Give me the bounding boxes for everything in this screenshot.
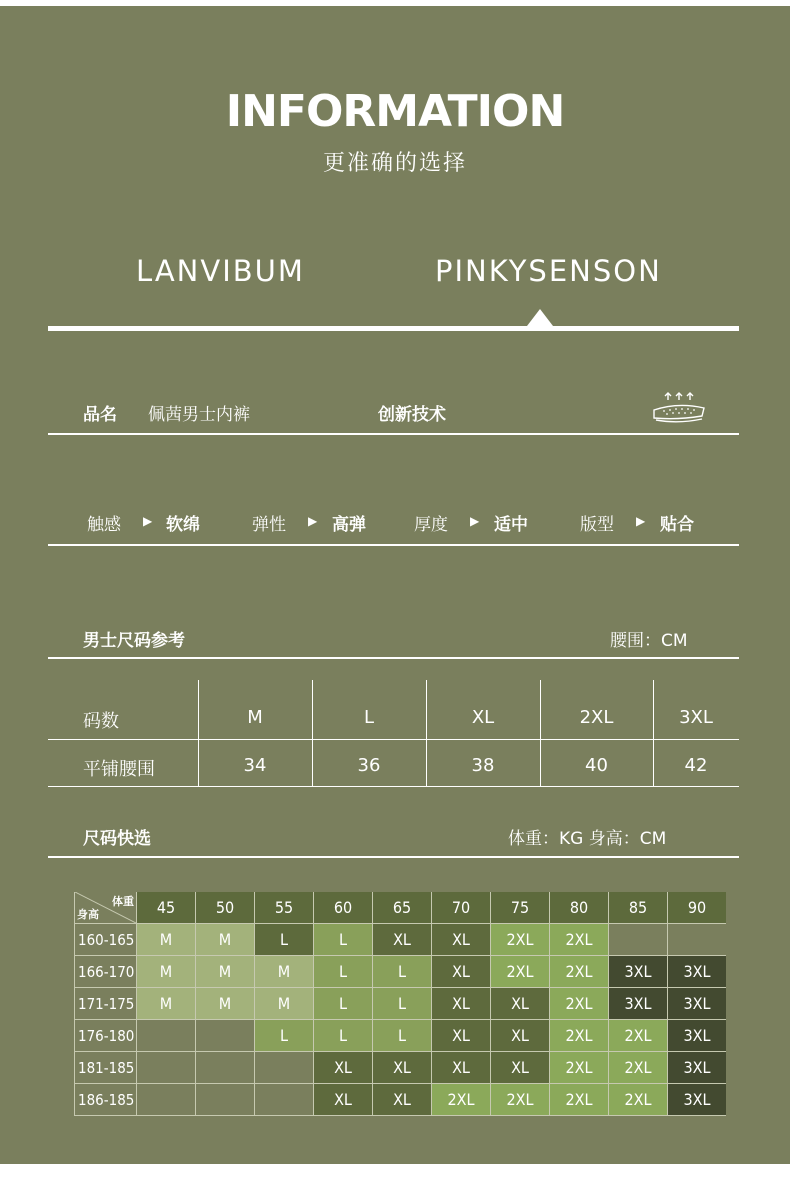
size-grid-cell: 3XL xyxy=(668,988,727,1020)
weight-header: 65 xyxy=(373,892,432,924)
height-label: 166-170 xyxy=(75,956,137,988)
table-row xyxy=(75,1020,727,1052)
size-grid-cell: M xyxy=(196,988,255,1020)
size-grid-cell xyxy=(137,1052,196,1084)
size-grid-cell: 3XL xyxy=(668,1052,727,1084)
height-label: 171-175 xyxy=(75,988,137,1020)
weight-header: 85 xyxy=(609,892,668,924)
size-ref-bottom-line xyxy=(48,786,739,787)
size-grid-cell: 2XL xyxy=(550,1052,609,1084)
weight-header: 50 xyxy=(196,892,255,924)
corner-weight-label: 体重 xyxy=(112,895,134,908)
size-grid-cell: L xyxy=(373,956,432,988)
size-grid-cell: XL xyxy=(314,1052,373,1084)
row-divider xyxy=(48,739,739,740)
size-grid-cell: M xyxy=(196,956,255,988)
height-label: 160-165 xyxy=(75,924,137,956)
size-grid-cell: M xyxy=(137,956,196,988)
size-grid-cell: 2XL xyxy=(550,988,609,1020)
size-grid-cell: L xyxy=(314,1020,373,1052)
size-grid-cell xyxy=(196,1020,255,1052)
size-cell: M xyxy=(247,707,263,728)
size-grid-cell xyxy=(137,1084,196,1116)
waist-cell: 40 xyxy=(585,755,608,776)
brand-lanvibum: LANVIBUM xyxy=(136,254,305,288)
size-grid-cell: M xyxy=(137,924,196,956)
table-row xyxy=(75,1084,727,1116)
size-cell: 2XL xyxy=(579,707,614,728)
size-grid-cell: M xyxy=(196,924,255,956)
height-label: 181-185 xyxy=(75,1052,137,1084)
attr-elastic-value: 高弹 xyxy=(332,515,366,535)
size-grid-cell: XL xyxy=(373,1052,432,1084)
size-grid-cell: XL xyxy=(373,924,432,956)
weight-header: 45 xyxy=(137,892,196,924)
size-grid-cell: XL xyxy=(491,988,550,1020)
size-cell: 3XL xyxy=(679,707,713,728)
quick-select-line xyxy=(48,856,739,858)
size-grid-cell: XL xyxy=(373,1084,432,1116)
brand-pinkysenson: PINKYSENSON xyxy=(435,254,662,288)
waist-cell: 34 xyxy=(243,755,267,776)
weight-header: 60 xyxy=(314,892,373,924)
size-grid-cell: XL xyxy=(432,924,491,956)
brand-divider xyxy=(48,326,739,331)
size-grid-cell: L xyxy=(255,1020,314,1052)
size-grid-cell xyxy=(609,924,668,956)
weight-header: 75 xyxy=(491,892,550,924)
weight-header: 80 xyxy=(550,892,609,924)
size-grid-cell: 2XL xyxy=(550,1084,609,1116)
info-panel xyxy=(0,6,790,1164)
size-grid-cell: 2XL xyxy=(491,924,550,956)
size-grid-cell xyxy=(137,1020,196,1052)
size-grid-cell: XL xyxy=(491,1052,550,1084)
size-grid-cell: XL xyxy=(432,1020,491,1052)
tech-label: 创新技术 xyxy=(378,405,446,425)
size-grid-cell xyxy=(255,1084,314,1116)
size-ref-title: 男士尺码参考 xyxy=(83,631,185,651)
page-subtitle: 更准确的选择 xyxy=(322,151,467,176)
weight-header: 90 xyxy=(668,892,727,924)
waist-row-label: 平铺腰围 xyxy=(83,759,155,780)
size-grid-cell: 3XL xyxy=(609,956,668,988)
product-name-value: 佩茜男士内裤 xyxy=(148,405,250,425)
size-ref-unit: 腰围：CM xyxy=(610,631,688,651)
size-grid-cell: 2XL xyxy=(609,1084,668,1116)
waist-cell: 36 xyxy=(357,755,381,776)
size-grid-cell: L xyxy=(255,924,314,956)
attr-touch-label: 触感 xyxy=(87,515,121,535)
corner-height-label: 身高 xyxy=(77,908,99,921)
size-grid-cell: M xyxy=(255,956,314,988)
arrow-icon: ▶ xyxy=(143,514,153,528)
size-grid-cell: XL xyxy=(432,956,491,988)
size-grid-cell: 2XL xyxy=(609,1020,668,1052)
size-grid-cell: XL xyxy=(314,1084,373,1116)
attr-thickness-value: 适中 xyxy=(494,515,528,535)
attributes-divider xyxy=(48,544,739,546)
quick-select-grid xyxy=(74,892,726,1116)
size-grid-cell: 3XL xyxy=(668,1020,727,1052)
arrow-icon: ▶ xyxy=(636,514,646,528)
arrow-icon: ▶ xyxy=(470,514,480,528)
size-grid-cell xyxy=(255,1052,314,1084)
waist-cell: 42 xyxy=(684,755,708,776)
size-grid-cell: 2XL xyxy=(491,1084,550,1116)
product-name-label: 品名 xyxy=(83,405,117,425)
size-grid-cell xyxy=(196,1084,255,1116)
attr-elastic-label: 弹性 xyxy=(252,515,286,535)
size-cell: L xyxy=(363,707,375,728)
fabric-layers-icon xyxy=(650,390,708,426)
size-grid-cell: 3XL xyxy=(609,988,668,1020)
size-grid-cell: 3XL xyxy=(668,956,727,988)
size-grid-cell: M xyxy=(255,988,314,1020)
attr-touch-value: 软绵 xyxy=(166,515,200,535)
size-grid-cell: 3XL xyxy=(668,1084,727,1116)
height-label: 176-180 xyxy=(75,1020,137,1052)
size-grid-cell: 2XL xyxy=(550,924,609,956)
table-row xyxy=(75,988,727,1020)
size-grid-cell: M xyxy=(137,988,196,1020)
size-grid-cell: 2XL xyxy=(609,1052,668,1084)
size-grid-cell: XL xyxy=(432,1052,491,1084)
grid-corner xyxy=(75,892,137,924)
size-cell: XL xyxy=(471,707,495,728)
table-row xyxy=(75,956,727,988)
height-label: 186-185 xyxy=(75,1084,137,1116)
arrow-icon: ▶ xyxy=(308,514,318,528)
size-grid-cell: 2XL xyxy=(491,956,550,988)
size-grid-cell xyxy=(668,924,727,956)
size-grid-cell: 2XL xyxy=(550,1020,609,1052)
product-divider xyxy=(48,433,739,435)
size-grid-cell: L xyxy=(373,988,432,1020)
quick-select-title: 尺码快选 xyxy=(83,829,151,849)
weight-header: 55 xyxy=(255,892,314,924)
size-grid-cell: XL xyxy=(432,988,491,1020)
attr-fit-label: 版型 xyxy=(580,515,614,535)
size-grid-cell: L xyxy=(373,1020,432,1052)
size-ref-table xyxy=(0,680,790,786)
table-row xyxy=(75,1052,727,1084)
size-grid-cell: 2XL xyxy=(550,956,609,988)
quick-select-unit: 体重：KG 身高：CM xyxy=(508,829,667,849)
size-row-label: 码数 xyxy=(83,711,119,732)
weight-header: 70 xyxy=(432,892,491,924)
size-grid-cell xyxy=(196,1052,255,1084)
waist-cell: 38 xyxy=(471,755,495,776)
attr-thickness-label: 厚度 xyxy=(414,515,448,535)
attr-fit-value: 贴合 xyxy=(660,515,694,535)
size-grid-cell: L xyxy=(314,988,373,1020)
brand-indicator-icon xyxy=(527,309,553,326)
size-grid-cell: XL xyxy=(491,1020,550,1052)
size-ref-top-line xyxy=(48,657,739,659)
size-grid-cell: 2XL xyxy=(432,1084,491,1116)
size-grid-cell: L xyxy=(314,924,373,956)
size-grid-cell: L xyxy=(314,956,373,988)
table-row xyxy=(75,924,727,956)
page-title: INFORMATION xyxy=(225,86,565,137)
